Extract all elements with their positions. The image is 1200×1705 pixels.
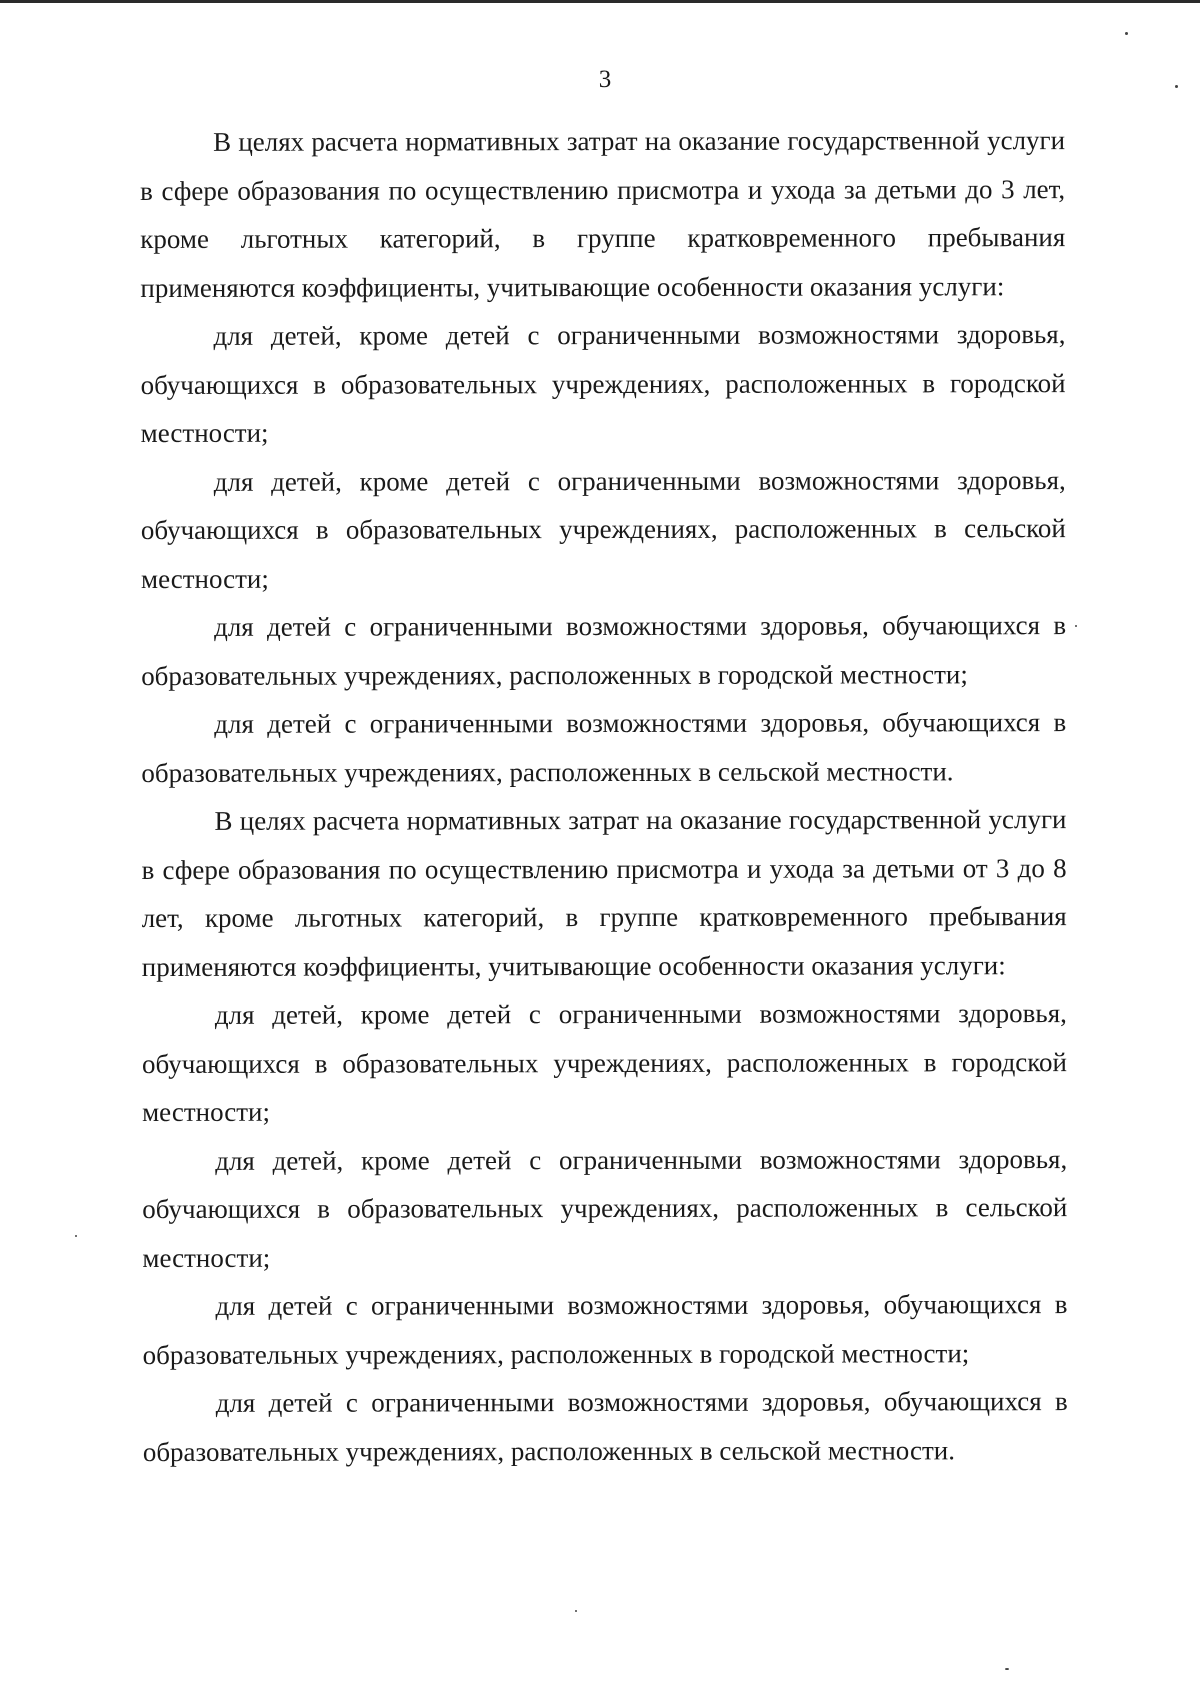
paragraph-item-urban-disabilities: для детей с ограниченными возможностями здоровья, обучающихся в образовательных учреждениях, расположенных в городской местности;	[142, 1289, 1068, 1370]
scan-speck	[575, 1610, 577, 1612]
paragraph-intro-under-3: В целях расчета нормативных затрат на оказание государственной услуги в сфере образования по осуществлению присмотра и ухода за детьми до 3 лет, кроме льготных категорий, в группе кратковременного пребывания применяются коэффициенты, учитывающие особенности оказания услуги:	[140, 125, 1066, 303]
paragraph-intro-3-to-8: В целях расчета нормативных затрат на оказание государственной услуги в сфере образования по осуществлению присмотра и ухода за детьми от 3 до 8 лет, кроме льготных категорий, в группе кратковременного пребывания применяются коэффициенты, учитывающие особенности оказания услуги:	[141, 804, 1067, 982]
scan-speck	[1075, 625, 1077, 627]
scan-speck	[1125, 32, 1128, 35]
paragraph-item-rural-general: для детей, кроме детей с ограниченными возможностями здоровья, обучающихся в образовательных учреждениях, расположенных в сельской местности;	[142, 1143, 1068, 1273]
paragraph-item-rural-disabilities: для детей с ограниченными возможностями здоровья, обучающихся в образовательных учреждениях, расположенных в сельской местности.	[142, 1386, 1068, 1467]
document-body	[140, 116, 1068, 1476]
paragraph-item-urban-general: для детей, кроме детей с ограниченными возможностями здоровья, обучающихся в образовательных учреждениях, расположенных в городской местности;	[141, 998, 1068, 1127]
scan-speck	[1175, 85, 1178, 88]
page-number: 3	[598, 66, 612, 93]
paragraph-item-urban-general: для детей, кроме детей с ограниченными возможностями здоровья, обучающихся в образовательных учреждениях, расположенных в городской местности;	[140, 319, 1066, 448]
paragraph-item-urban-disabilities: для детей с ограниченными возможностями здоровья, обучающихся в образовательных учреждениях, расположенных в городской местности;	[141, 610, 1067, 691]
paragraph-item-rural-general: для детей, кроме детей с ограниченными возможностями здоровья, обучающихся в образовательных учреждениях, расположенных в сельской местности;	[140, 464, 1066, 594]
scan-top-edge-line	[0, 0, 1200, 3]
scan-speck	[1005, 1668, 1009, 1670]
scan-speck	[75, 1235, 77, 1237]
paragraph-item-rural-disabilities: для детей с ограниченными возможностями здоровья, обучающихся в образовательных учреждениях, расположенных в сельской местности.	[141, 707, 1067, 788]
